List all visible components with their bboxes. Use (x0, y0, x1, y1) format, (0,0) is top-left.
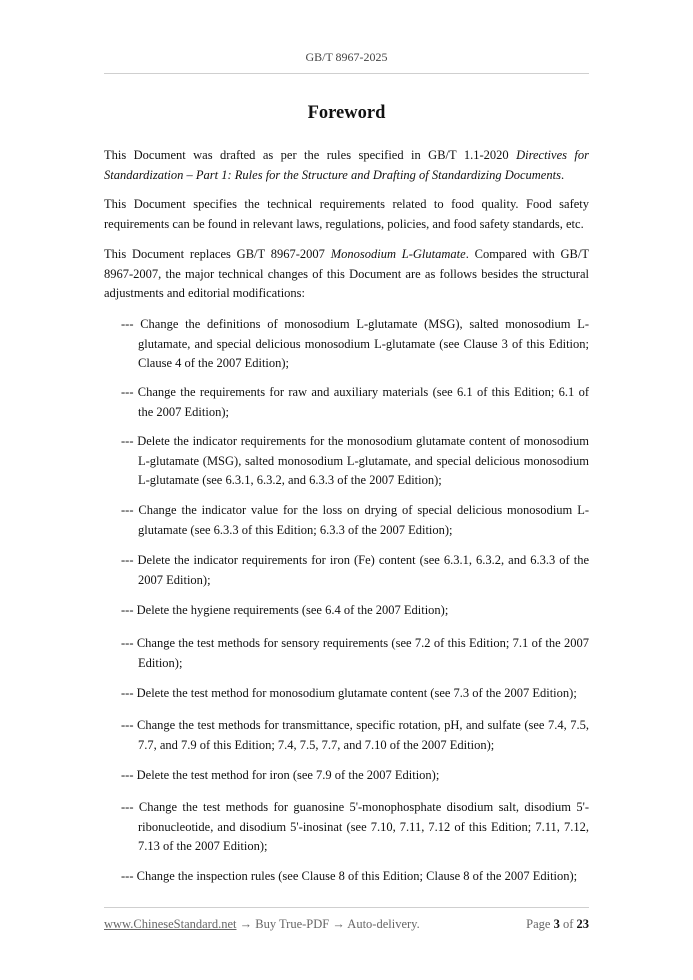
paragraph-text: This Document was drafted as per the rules specified in GB/T 1.1-2020 (104, 148, 517, 162)
page-title: Foreword (307, 103, 386, 123)
paragraph-end: . (560, 167, 565, 182)
paragraph-scope: This Document specifies the technical requirements related to food quality. Food safety requirements can be found in relevant laws, regulations, policies, and food safety standards, etc. (104, 197, 589, 231)
header-divider (104, 73, 589, 74)
paragraph-end: . Compared with GB/T 8967-2007, the major technical changes of this Document are as follows besides the structural adjustments and editorial modifications: (104, 247, 590, 300)
replaced-standard-title: Monosodium L-Glutamate (330, 247, 466, 261)
page-current: 3 (553, 917, 560, 931)
change-item: --- Change the test methods for sensory requirements (see 7.2 of this Edition; 7.1 of the 2007 Edition); (121, 636, 589, 670)
page-number (526, 915, 589, 933)
change-item: --- Change the requirements for raw and auxiliary materials (see 6.1 of this Edition; 6.1 of the 2007 Edition); (121, 385, 589, 419)
change-item: --- Change the indicator value for the loss on drying of special delicious monosodium L-glutamate (see 6.3.3 of this Edition; 6.3.3 of the 2007 Edition); (121, 503, 589, 537)
footer-divider (104, 907, 589, 908)
footer-promo (104, 915, 420, 933)
change-item: --- Delete the indicator requirements for iron (Fe) content (see 6.3.1, 6.3.2, and 6.3.3 of the 2007 Edition); (121, 553, 589, 587)
paragraph-replacement (104, 245, 589, 304)
change-item: --- Delete the hygiene requirements (see 6.4 of the 2007 Edition); (121, 603, 449, 617)
paragraph-drafting-rules (104, 146, 589, 185)
promo-text: → Buy True-PDF → Auto-delivery. (236, 917, 420, 931)
site-link[interactable]: www.ChineseStandard.net (104, 917, 237, 931)
cited-standard-title: Directives for Standardization – Part 1: Rules for the Structure and Drafting of Standardizing Documents (104, 148, 589, 182)
change-item: --- Change the definitions of monosodium L-glutamate (MSG), salted monosodium L-glutamate, and special delicious monosodium L-glutamate (see Clause 3 of this Edition; Clause 4 of the 2007 Edition); (121, 317, 589, 370)
page-label: Page (526, 917, 554, 931)
change-item: --- Change the inspection rules (see Clause 8 of this Edition; Clause 8 of the 2007 Edition); (121, 869, 578, 883)
paragraph-text: This Document replaces GB/T 8967-2007 (104, 247, 331, 261)
change-item: --- Change the test methods for transmittance, specific rotation, pH, and sulfate (see 7.4, 7.5, 7.7, and 7.9 of this Edition; 7.4, 7.5, 7.7, and 7.10 of the 2007 Edition); (121, 718, 589, 752)
change-item: --- Delete the indicator requirements for the monosodium glutamate content of monosodium L-glutamate (MSG), salted monosodium L-glutamate, and special delicious monosodium L-glutamate (see 6.3.1, 6.3.2, and 6.3.3 of the 2007 Edition); (121, 434, 589, 487)
page-footer (104, 915, 589, 933)
running-header: GB/T 8967-2025 (305, 50, 388, 64)
change-item: --- Delete the test method for iron (see 7.9 of the 2007 Edition); (121, 768, 440, 782)
change-item: --- Change the test methods for guanosine 5'-monophosphate disodium salt, disodium 5'-ribonucleotide, and disodium 5'-inosinat (see 7.10, 7.11, 7.12 of this Edition; 7.11, 7.12, 7.13 of the 2007 Edition); (121, 800, 589, 853)
page-of: of (559, 917, 577, 931)
change-item: --- Delete the test method for monosodium glutamate content (see 7.3 of the 2007 Edition); (121, 686, 577, 700)
page-total: 23 (576, 917, 589, 931)
